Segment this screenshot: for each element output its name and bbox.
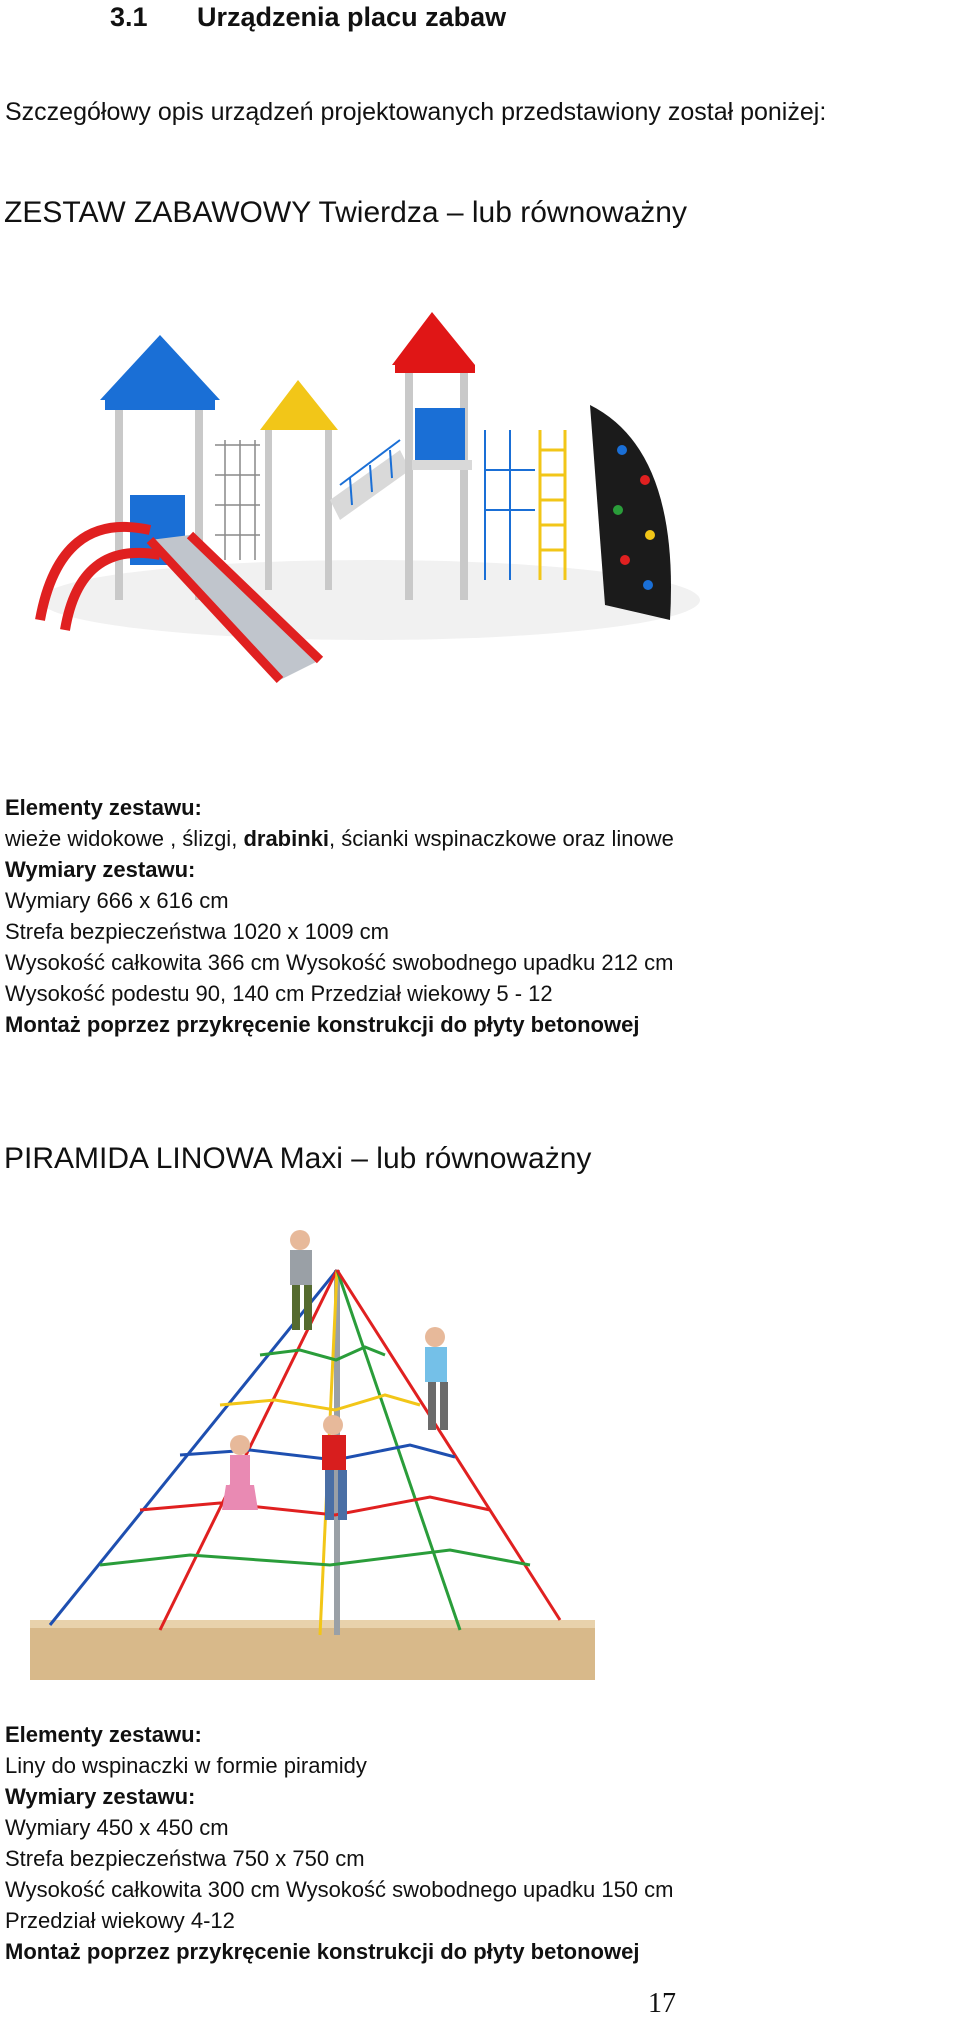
section-title: Urządzenia placu zabaw [197, 2, 507, 32]
set2-line: Wymiary 450 x 450 cm [5, 1815, 229, 1840]
set2-line: Wysokość całkowita 300 cm Wysokość swobodnego upadku 150 cm [5, 1877, 674, 1902]
page-number: 17 [648, 1988, 676, 2019]
set1-line: Wymiary 666 x 616 cm [5, 888, 229, 913]
set2-line: Strefa bezpieczeństwa 750 x 750 cm [5, 1846, 365, 1871]
set1-dims-label: Wymiary zestawu: [5, 857, 196, 882]
set1-line: Wysokość całkowita 366 cm Wysokość swobodnego upadku 212 cm [5, 950, 674, 975]
set2-dims-label: Wymiary zestawu: [5, 1784, 196, 1809]
rope-pyramid-image [30, 1225, 595, 1680]
section-number: 3.1 [110, 2, 148, 32]
set1-line: Strefa bezpieczeństwa 1020 x 1009 cm [5, 919, 390, 944]
set1-line: Wysokość podestu 90, 140 cm Przedział wiekowy 5 - 12 [5, 981, 553, 1006]
set1-elements-label: Elementy zestawu: [5, 795, 202, 820]
set1-elements [5, 823, 674, 854]
set2-mount: Montaż poprzez przykręcenie konstrukcji do płyty betonowej [5, 1939, 640, 1964]
set2-title: PIRAMIDA LINOWA Maxi – lub równoważny [4, 1142, 592, 1175]
set1-elements-part2: , ścianki wspinaczkowe oraz linowe [329, 826, 674, 851]
set1-elements-part1: wieże widokowe , ślizgi, [5, 826, 244, 851]
playground-fortress-image [20, 300, 720, 720]
set1-mount: Montaż poprzez przykręcenie konstrukcji do płyty betonowej [5, 1012, 640, 1037]
intro-text: Szczegółowy opis urządzeń projektowanych przedstawiony został poniżej: [5, 98, 827, 126]
set2-elements-label: Elementy zestawu: [5, 1722, 202, 1747]
set2-specs [5, 1719, 673, 1967]
set2-line: Przedział wiekowy 4-12 [5, 1908, 235, 1933]
set2-elements: Liny do wspinaczki w formie piramidy [5, 1753, 367, 1778]
set1-elements-bold: drabinki [243, 826, 330, 851]
set1-specs [5, 792, 674, 1040]
set1-title: ZESTAW ZABAWOWY Twierdza – lub równoważny [4, 196, 687, 229]
